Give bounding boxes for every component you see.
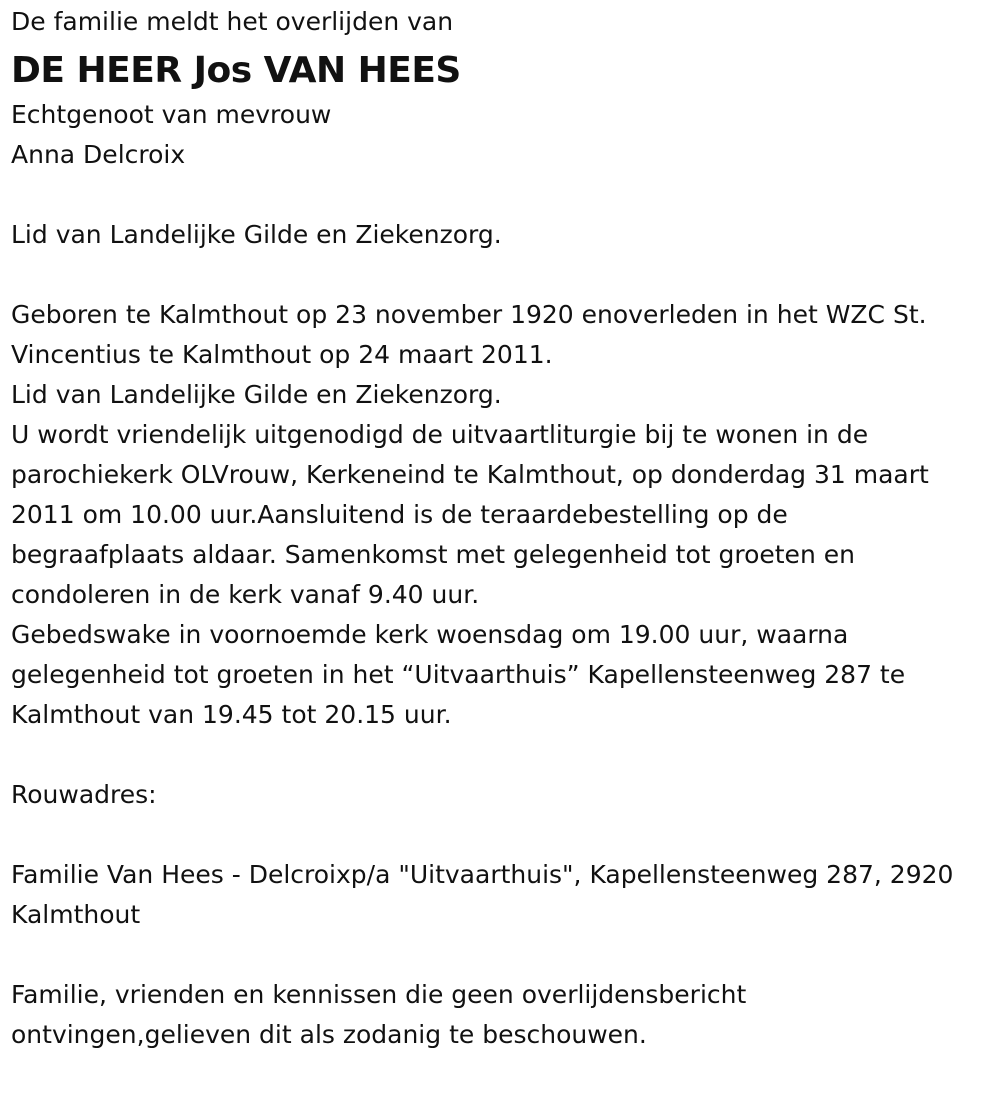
detail-line: gelegenheid tot groeten in het “Uitvaarthuis” Kapellensteenweg 287 te	[11, 660, 906, 689]
membership-text: Lid van Landelijke Gilde en Ziekenzorg.	[11, 220, 502, 249]
death-notice	[11, 0, 996, 1055]
detail-line: parochiekerk OLVrouw, Kerkeneind te Kalmthout, op donderdag 31 maart	[11, 460, 929, 489]
intro-text: De familie meldt het overlijden van	[11, 7, 454, 36]
spouse-line-2: Anna Delcroix	[11, 140, 186, 169]
spacer	[11, 175, 996, 215]
closing-line-2: ontvingen,gelieven dit als zodanig te beschouwen.	[11, 1020, 647, 1049]
spacer	[11, 735, 996, 775]
closing-note	[11, 975, 996, 1055]
detail-line: Gebedswake in voornoemde kerk woensdag om 19.00 uur, waarna	[11, 620, 849, 649]
mourning-address-line-1: Familie Van Hees - Delcroixp/a "Uitvaarthuis", Kapellensteenweg 287, 2920	[11, 860, 954, 889]
detail-line: condoleren in de kerk vanaf 9.40 uur.	[11, 580, 480, 609]
spacer	[11, 815, 996, 855]
mourning-address-line-2: Kalmthout	[11, 900, 141, 929]
detail-line: Geboren te Kalmthout op 23 november 1920 enoverleden in het WZC St.	[11, 300, 927, 329]
detail-line: Vincentius te Kalmthout op 24 maart 2011.	[11, 340, 553, 369]
detail-line: 2011 om 10.00 uur.Aansluitend is de teraardebestelling op de	[11, 500, 788, 529]
spouse-line-1: Echtgenoot van mevrouw	[11, 100, 332, 129]
funeral-details	[11, 295, 996, 735]
mourning-address	[11, 855, 996, 935]
detail-line: Kalmthout van 19.45 tot 20.15 uur.	[11, 700, 452, 729]
spacer	[11, 255, 996, 295]
closing-line-1: Familie, vrienden en kennissen die geen overlijdensbericht	[11, 980, 747, 1009]
detail-line: begraafplaats aldaar. Samenkomst met gelegenheid tot groeten en	[11, 540, 855, 569]
mourning-address-label: Rouwadres:	[11, 780, 157, 809]
detail-line: Lid van Landelijke Gilde en Ziekenzorg.	[11, 380, 502, 409]
deceased-name: DE HEER Jos VAN HEES	[11, 50, 461, 91]
spacer	[11, 935, 996, 975]
detail-line: U wordt vriendelijk uitgenodigd de uitvaartliturgie bij te wonen in de	[11, 420, 869, 449]
